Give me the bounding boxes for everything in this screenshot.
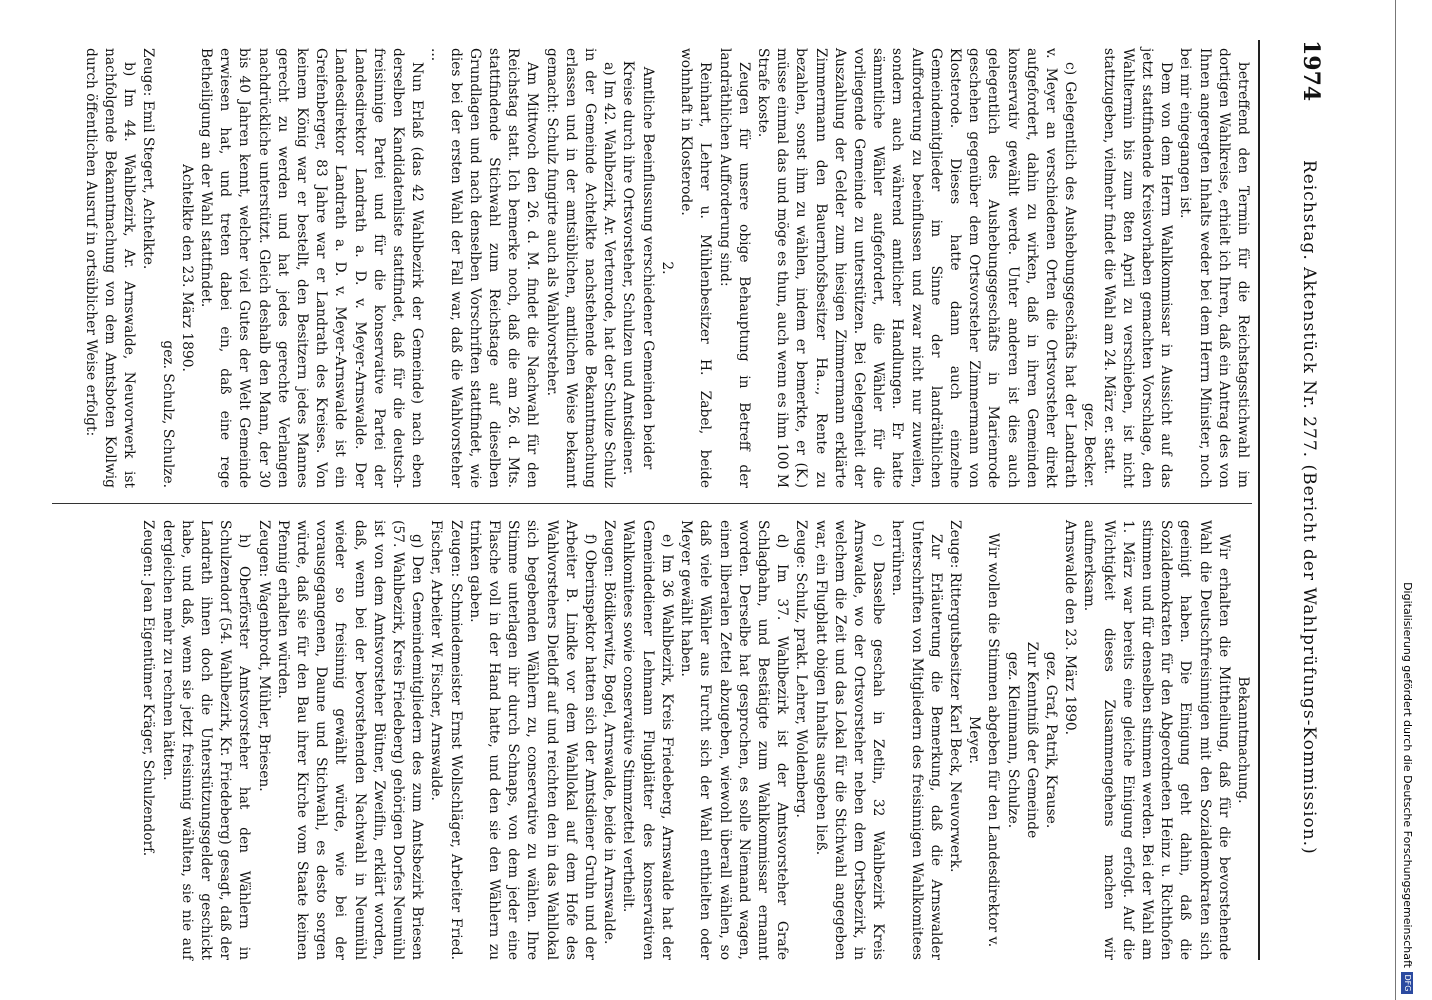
- paragraph: gez. Kleinmann, Schulze.: [1004, 651, 1021, 829]
- paragraph: Wir erhalten die Mittheilung, daß für die bevorstehende Wahl die Deutschfreisinnigen mit den Sozialdemokraten sich geeinigt haben. Die Einigung geht dahin, daß die Sozialdemokraten für den Abgeordneten Heinz u. Richthofen stimmen und für denselben stimmen werden. Bei der Wahl am 1. März war bereits eine gleiche Einigung erfolgt. Auf die Wichtigkeit dieses Zusammengehens machen wir aufmerksam.: [1081, 520, 1232, 960]
- paragraph: Zeugen: Bödikerwitz, Bogel, Arnswalde, beide in Arnswalde.: [601, 520, 618, 945]
- paragraph: Zeuge: Emil Stegert, Achtelkte.: [140, 48, 157, 270]
- header-rule: [1258, 40, 1260, 960]
- paragraph: gez. Graf, Patrik, Krause.: [1042, 651, 1059, 829]
- funding-note: Digitalisierung gefördert durch die Deutsche Forschungsgemeinschaft: [1401, 582, 1415, 968]
- right-column: [138, 520, 1252, 960]
- paragraph: betreffend den Termin für die Reichstagsstichwahl im dortigen Wahlkreise, erhielt ich Ihren, daß ein Antrag des von Ihnen angeregten Inhalts weder bei dem Herrn Minister, noch bei mir eingegangen ist.: [1177, 48, 1251, 488]
- paragraph: Zeuge: Schulz, prakt. Lehrer, Woldenberg.: [793, 520, 810, 818]
- paragraph: Zeugen: Jean Eigentümer Kräger, Schulzendorf.: [140, 520, 157, 857]
- paragraph: Reinhart, Lehrer u. Mühlenbesitzer H. Zabel, beide wohnhaft in Klosterode.: [678, 48, 714, 488]
- paragraph: c) Gelegentlich des Aushebungsgeschäfts hat der Landrath v. Meyer an verschiedenen Orten die Ortsvorsteher direkt aufgefordert, dahin zu wirken, daß in ihren Gemeinden konservativ gewählt werde. Unter anderen ist dies auch gelegentlich des Aushebungsgeschäfts in Marienrode geschehen gegenüber dem Ortsvorsteher Zimmermann von Klosterode. Dieses hatte dann auch einzelne Gemeindemitglieder im Sinne der landräthlichen Aufforderung zu beeinflussen und zwar nicht nur zuweilen, sondern auch während amtlicher Handlungen. Er hatte sämmtliche Wähler aufgefordert, die Wähler für die vorliegende Gemeinde zu unterstützen. Bei Gelegenheit der Auszahlung der Gelder zum hiesigen Zimmermann erklärte Zimmermann den Bauernhofsbesitzer Ha..., Rente zu bezahlen, sonst ihm zu wählen, indem er bemerkte, er (K.) müsse einmal das und möge es thun, auch wenn es ihm 100 M Strafe koste.: [754, 48, 1079, 488]
- paragraph: Zeugen für unsere obige Behauptung in Betreff der landräthlichen Aufforderung sind:: [716, 48, 752, 488]
- paragraph: c) Dasselbe geschah in Zetlin, 32 Wahlbezirk Kreis Arnswalde, wo der Ortsvorsteher neben dem Ortsbezirk, in welchem die Zeit und das Lokal für die Stichwahl angegeben war, ein Flugblatt obigen Inhalts ausgeben ließ.: [812, 520, 887, 960]
- paragraph: gez. Schulz, Schulze.: [159, 340, 176, 488]
- paragraph: Zeugen: Schmiedemeister Ernst Wollschläger, Arbeiter Fried. Fischer, Arbeiter W. Fischer, Arnswalde.: [428, 520, 464, 960]
- paragraph: Nun Erlaß (das 42 Wahlbezirk der Gemeinde) nach eben derselben Kandidatenliste stattfindet, daß für die deutsch-freisinnige Partei und für die konservative Partei der Landesdirektor Landrath a. D. v. Meyer-Arnswalde. Der Landesdirektor Landrath a. D. v. Meyer-Arnswalde ist ein Greifenberger, 83 Jahre war er Landrath des Kreises. Von keinem König war er bestellt, den Besitzern jedes Mannes gerecht zu werden und hat jedes gerechte Verlangen nachdrückliche unterstützt. Gleich deshalb den Mann, der 30 bis 40 Jahren kennt, welcher viel Gutes der Welt Gemeinde erwiesen hat, und treten dabei ein, daß eine rege Betheiligung an der Wahl stattfindet.: [198, 48, 426, 488]
- dfg-logo: DFG: [1402, 972, 1414, 994]
- paragraph: Zeugen: Wagenbrodt, Mühler, Briesen.: [255, 520, 272, 792]
- paragraph: a) Im 42. Wahlbezirk, Ar. Vertenrode, hat der Schulze Schulz in der Gemeinde Achtelkte nachstehende Bekanntmachung erlassen und in der amtsüblichen, amtlichen Weise bekannt gemacht: Schulz fungirte auch als Wahlvorsteher.: [543, 48, 618, 488]
- footer-text-wrap: [1389, 0, 1426, 1000]
- paragraph: Bekanntmachung.: [1235, 676, 1251, 804]
- paragraph: d) Im 37. Wahlbezirk ist der Amtsvorsteher Grafe Schlagbahn, und Bestätigte zum Wahlkommissar ernannt worden. Derselbe hat gesprochen, es solle Niemand wagen, einen liberalen Zettel abzugeben, wiewohl überall wählen, so daß viele Wähler aus Furcht sich der Wahl enthielten oder Meyer gewählt haben.: [678, 520, 791, 960]
- paragraph: e) Im 36 Wahlbezirk, Kreis Friedeberg, Arnswalde hat der Gemeindediener Lehmann Flugblätter des konservativen Wahlkomitees sowie conservative Stimmzettel vertheilt.: [620, 520, 675, 960]
- page-title: Reichstag. Aktenstück Nr. 277. (Bericht der Wahlprüfungs-Kommission.): [1299, 160, 1319, 855]
- paragraph: Zeuge: Rittergutsbesitzer Karl Beck, Neuvorwerk.: [946, 520, 963, 873]
- paragraph: Arnswalde den 23. März 1890.: [1062, 520, 1079, 736]
- paragraph: Dem von dem Herrn Wahlkommissar in Aussicht auf das jetzt stattfindende Kreisvorhaben gemachten Vorschlage, den Wahltermin bis zum 8ten April zu verschieben, ist nicht stattzugeben, vielmehr findet die Wahl am 24. März er. statt.: [1100, 48, 1175, 488]
- paragraph: Achtelkte den 23. März 1890.: [178, 164, 195, 372]
- paragraph: f) Oberinspektor hatten sich der Amtsdiener Gruhn und der Arbeiter B. Lindke vor dem Wahllokal auf dem Hofe des Wahlvorstehers Dietloff auf und reichten den in das Wahllokal sich begebenden Wählern zu, conservative zu wählen. Ihre Stimme unterlagen ihr durch Schnaps, von dem jeder eine Flasche voll in der Hand hatte, und den sie den Wählern zu trinken gaben.: [466, 520, 599, 960]
- left-column: [81, 48, 1252, 488]
- paragraph: Wir wollen die Stimmen abgeben für den Landesdirektor v. Meyer.: [966, 532, 1002, 948]
- paragraph: gez. Becker.: [1081, 402, 1098, 488]
- page-header: [1280, 40, 1324, 960]
- paragraph: Zur Erläuterung die Bemerkung, daß die Arnswalder Unterschriften von Mitgliedern des freisinnigen Wahlkomitees herrühren.: [889, 520, 944, 960]
- paragraph: 2.: [658, 261, 675, 275]
- paragraph: h) Oberförster Amtsvorsteher hat den Wählern in Schulzendorf (54. Wahlbezirk, Kr. Friedeberg) gesagt, daß der Landrath ihnen doch die Unterstützungsgelder geschickt habe, und daß, wenn sie jetzt freisinnig wählten, sie nie auf dergleichen mehr zu rechnen hätten.: [159, 520, 253, 960]
- footer-strip: [1395, 0, 1432, 1000]
- column-divider: [52, 503, 1252, 504]
- paragraph: Am Mittwoch den 26. d. M. findet die Nachwahl für den Reichstag statt. Ich bemerke noch, daß die am 26. d. Mts. stattfindende Stichwahl zum Reichstage auf dieselben Grundlagen und nach denselben Vorschriften stattfindet, wie dies bei der ersten Wahl der Fall war, daß die Wahlvorsteher ...: [428, 48, 541, 488]
- page-number: 1974: [1298, 40, 1324, 102]
- paragraph: b) Im 44. Wahlbezirk, Ar. Arnswalde, Neuvorwerk ist nachfolgende Bekanntmachung von dem Amtsboten Kollwig durch öffentlichen Ausruf in ortsüblicher Weise erfolgt:: [82, 48, 138, 488]
- paragraph: g) Den Gemeindemitgliedern des zum Amtsbezirk Briesen (57. Wahlbezirk, Kreis Friedeberg) gehörigen Dorfes Neumühl ist von dem Amtsvorsteher Bütner, Zweiflin, erklärt worden, daß, wenn bei der bevorstehenden Nachwahl in Neumühl wieder so freisinnig gewählt würde, wie bei der vorausgegangenen, Daune und Stichwahl, es desto sorgen würde, daß sie für den Bau ihrer Kirche vom Staate keinen Pfennig erhalten würden.: [274, 520, 426, 960]
- paragraph: Zur Kenntniß der Gemeinde: [1023, 641, 1040, 839]
- paragraph: Amtliche Beeinflussung verschiedener Gemeinden beider Kreise durch ihre Ortsvorsteher, Schulzen und Amtsdiener.: [620, 60, 656, 476]
